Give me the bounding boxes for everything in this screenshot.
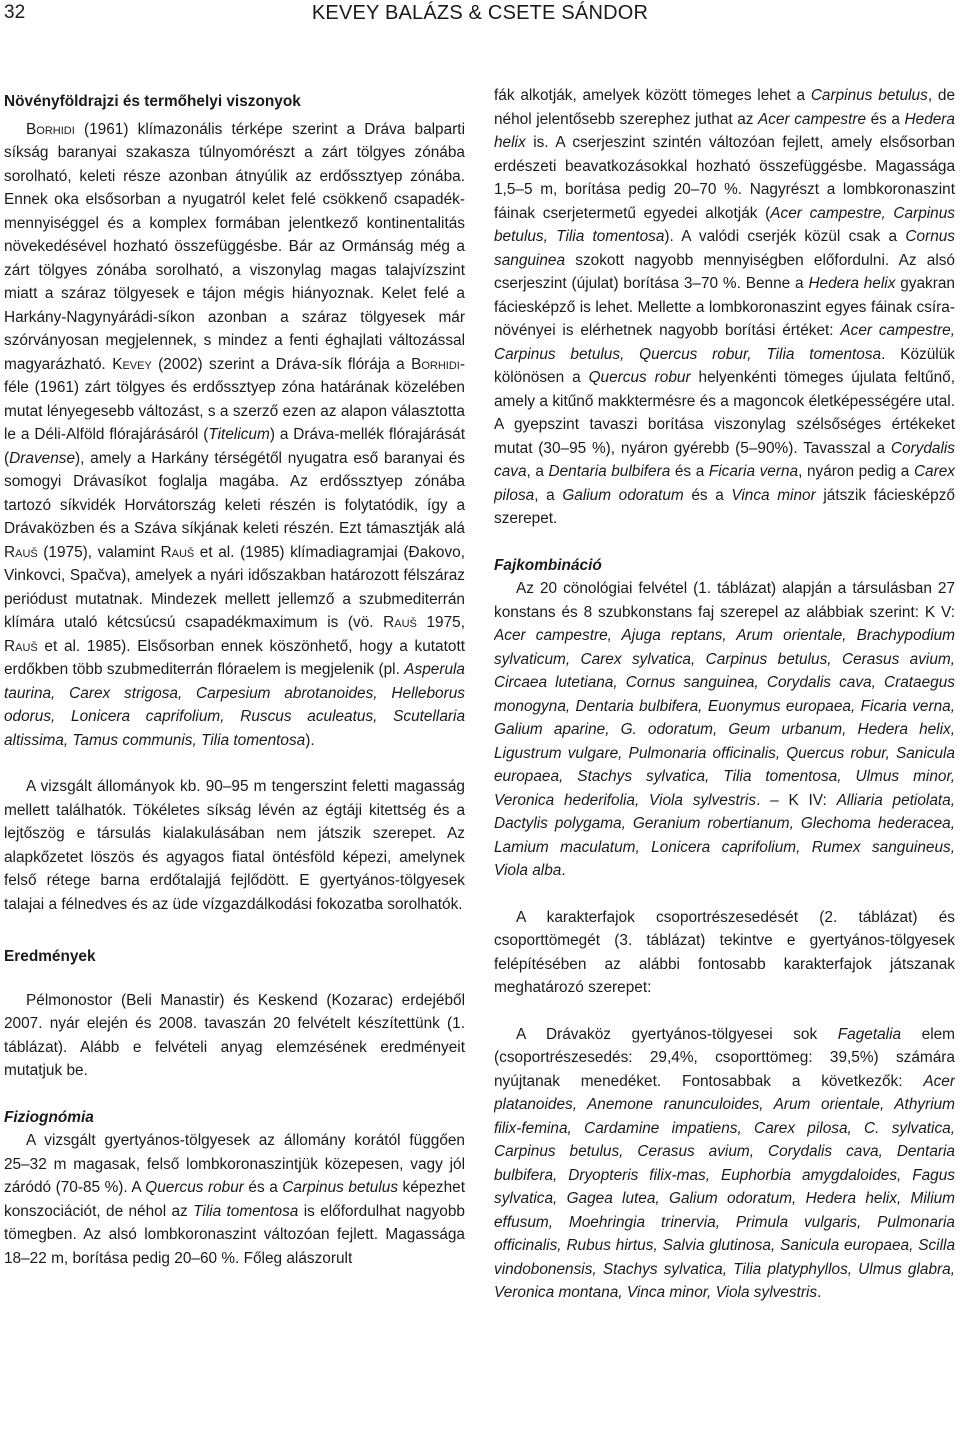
subheading-physiognomy: Fiziognómia [4,1108,94,1126]
text-run: képezhet konszociációt, de néhol az [4,1179,465,1220]
spacer [4,752,465,775]
text-run: (1961) klímazonális térképe szerint a Dráva balparti síkság baranyai szakasza túlnyomórészt a zárt tölgyes zónába sorolható, keleti része azonban átnyúlik az erdőssztyep zónába. Ennek oka elsősorban a nyugatról kelet felé csökkenő csapadék-mennyiséggel és a komplex formában jelentkező kontinentalitás növekedésével hozható összefüggésbe. Bár az Ormánság még a zárt tölgyes zónába sorolható, a viszonylag magas talajvízszint miatt a száraz tölgyesek e tájon mégis hiányoznak. Kelet felé a Harkány-Nagynyárádi-síkon azonban a száraz tölgyesek már szórványosan megjelennek, s mindez a fenti éghajlati változással magyarázható. [4,120,465,373]
italic-term: Titelicum [208,426,270,443]
italic-term: Carex pilosa [494,463,955,504]
text-run: elem (csoportrészesedés: 29,4%, csoporttömeg: 39,5%) számára nyújtanak menedéket. Fontosabbak a következők: [494,1025,955,1090]
text-run: , a [534,486,563,504]
species-list: Alliaria petiolata, Dactylis polygama, Geranium robertianum, Glechoma hederacea, Lamium maculatum, Lonicera caprifolium, Rumex sanguineus, Viola alba [494,791,955,879]
text-run: játszik fáciesképző szerepet. [494,486,955,527]
text-run: . – K IV: [756,791,837,809]
italic-term: Acer campestre, Carpinus betulus, Quercus robur, Tilia tomentosa [494,322,955,363]
italic-term: Cornus sanguinea [494,228,955,269]
text-run: és a [243,1179,283,1196]
paragraph-physiognomy-continued [494,84,955,531]
text-run: , a [526,463,549,480]
text-run: (2002) szerint a Dráva-sík flórája a [151,355,412,373]
paragraph-character-species: A karakterfajok csoportrészesedését (2. táblázat) és csoporttömegét (3. táblázat) tekintve e gyertyános-tölgyesek felépítésében az alábbi fontosabb karakterfajok játszanak meghatározó szerepet: [494,908,955,996]
text-run: ). [305,731,315,749]
text-run: (1975), valamint [37,543,161,561]
paragraph-fagetalia [494,1023,955,1305]
italic-term: Carpinus betulus [282,1179,399,1196]
italic-term: Corydalis cava [494,439,955,480]
right-column [494,84,955,1446]
paragraph-climate [4,118,465,753]
author-name: Rauš [4,543,38,561]
italic-term: Hedera helix [494,110,955,151]
italic-term: Carpinus betulus [810,87,928,104]
spacer [4,916,465,939]
text-run: A vizsgált gyertyános-tölgyesek az állomány korától függően 25–32 m magasak, felső lombkoronaszintjük közepesen, vagy jól záródó (70-85 %). A [4,1132,465,1196]
italic-term: Acer campestre [758,110,867,128]
spacer [494,1000,955,1023]
text-run: , nyáron pedig a [798,463,914,480]
text-run: is előfordulhat nagyobb tömegben. Az alsó lombkoronaszint változóan fejlett. Magassága 18–22 m, borítása pedig 20–60 %. Főleg alászorult [4,1202,465,1267]
author-name: Rauš [160,543,195,561]
italic-term: Hedera helix [808,275,896,292]
author-name: Kevey [112,355,152,373]
italic-term: Ficaria verna [708,463,799,480]
italic-term: Galium odoratum [562,486,684,504]
paragraph-species-combination [494,577,955,883]
spacer [494,883,955,906]
text-run: ), amely a Harkány térségétől nyugatra eső baranyai és somogyi Drávasíkot foglalja magába. Az erdőssztyep zónába tartozó síkvidék Horvátország keleti részén is folytatódik, így a Drávaközben és a Száva síkjának keleti részén. Ezt támasztják alá [4,449,465,537]
page-number: 32 [4,2,26,23]
text-run: -féle (1961) zárt tölgyes és erdőssztyep zóna határának közelében mutat lényegesebb változást, s a szerző ezen az alapon választotta le a Déli-Alföld flórajárásáról ( [4,355,465,443]
text-run: . [817,1284,822,1301]
species-list: Acer platanoides, Anemone ranunculoides, Arum orientale, Athyrium filix-femina, Cardamine impatiens, Carex pilosa, C. sylvatica, Carpinus betulus, Cerasus avium, Corydalis cava, Dentaria bulbifera, Dryopteris filix-mas, Euphorbia amygdaloides, Fagus sylvatica, Gagea lutea, Galium odoratum, Hedera helix, Milium effusum, Moehringia trinervia, Primula vulgaris, Pulmonaria officinalis, Rubus hirtus, Salvia glutinosa, Sanicula europaea, Scilla vindobonensis, Stachys sylvatica, Tilia platyphyllos, Ulmus glabra, Veronica montana, Vinca minor, Viola sylvestris [494,1072,955,1301]
text-run: . Közülük kölönösen a [494,345,955,386]
text-run: gyakran fáciesképző is lehet. Mellette a lombkoronaszint egyes fáinak csíranövényei is elérhetnek nagyobb borítási értéket: [494,275,955,339]
species-list: Acer campestre, Ajuga reptans, Arum orientale, Brachypodium sylvaticum, Carex sylvatica, Carpinus betulus, Cerasus avium, Circaea lutetiana, Cornus sanguinea, Corydalis cava, Crataegus monogyna, Dentaria bulbifera, Euonymus europaea, Ficaria verna, Galium aparine, G. odoratum, Geum urbanum, Hedera helix, Ligustrum vulgare, Pulmonaria officinalis, Quercus robur, Sanicula europaea, Stachys sylvatica, Tilia tomentosa, Ulmus minor, Veronica hederifolia, Viola sylvestris [494,627,955,809]
species-list: Asperula taurina, Carex strigosa, Carpesium abrotanoides, Helleborus odorus, Lonicera caprifolium, Ruscus aculeatus, Scutellaria altissima, Tamus communis, Tilia tomentosa [4,661,465,749]
text-run: , de néhol jelentősebb szerephez juthat az [494,87,955,128]
text-run: helyenkénti tömeges újulata feltűnő, amely a kitűnő makktermésre és a magoncok életképességére utal. A gyepszint tavaszi borítása viszonylag szélsőséges értékeket mutat (30–95 %), nyáron gyérebb (5–90%). Tavasszal a [494,369,955,457]
spacer [494,531,955,554]
italic-term: Dravense [9,449,76,467]
text-run: 1975, [416,614,465,631]
left-column [4,84,465,1446]
italic-term: Tilia tomentosa [193,1202,299,1220]
spacer [4,1083,465,1106]
text-run: és a [683,486,732,504]
italic-term: Vinca minor [731,486,816,504]
text-run: et al. (1985) klímadiagramjai (Đakovo, Vinkovci, Spačva), amelyek a nyári időszakban határozott félszáraz periódust mutatnak. Mindezek mellett jellemző a szubmediterrán klímára utaló kétcsúcsú csapadékmaximum is (vö. [4,543,465,631]
section-heading-phytogeography: Növényföldrajzi és termőhelyi viszonyok [4,93,301,110]
text-run: et al. 1985). Elsősorban ennek köszönhető, hogy a kutatott erdőkben több szubmediterrán flóraelem is megjelenik (pl. [4,637,465,678]
running-title: KEVEY BALÁZS & CSETE SÁNDOR [311,2,649,24]
author-name: Borhidi [411,355,460,373]
text-run: Az 20 cönológiai felvétel (1. táblázat) alapján a társulásban 27 konstans és 8 szubkonstans faj szerepel az alábbiak szerint: K V: [494,580,955,621]
paragraph-physiognomy [4,1129,465,1270]
paragraph-results: Pélmonostor (Beli Manastir) és Keskend (Kozarac) erdejéből 2007. nyár elején és 2008. tavaszán 20 felvételt készítettünk (1. táblázat). Alább e felvételi anyag elemzésének eredményeit mutatjuk be. [4,991,465,1079]
spacer [4,973,465,989]
author-name: Rauš [4,637,38,655]
text-run: fák alkotják, amelyek között tömeges lehet a [494,87,811,104]
italic-term: Fagetalia [837,1025,902,1043]
text-run: és a [670,463,709,480]
text-run: A Drávaköz gyertyános-tölgyesei sok [516,1025,838,1043]
italic-term: Acer campestre, Carpinus betulus, Tilia tomentosa [494,204,955,245]
text-run: és a [866,110,905,128]
paragraph-site: A vizsgált állományok kb. 90–95 m tengerszint feletti magasság mellett találhatók. Tökéletes síkság lévén az égtáji kitettség és a lejtőszög e társulás kialakulásában nem játszik szerepet. Az alapkőzetet löszös és agyagos fiatal öntésföld képezi, amelynek felső rétege barna erdőtalajjá fejlődött. E gyertyános-tölgyesek talajai a félnedves és az üde vízgazdálkodási fokozatba sorolhatók. [4,778,465,913]
subheading-species-combination: Fajkombináció [494,556,602,574]
text-run: szokott nagyobb mennyiségben előfordulni. Az alsó cserjeszint (újulat) borítása 3–70 %. Benne a [494,251,955,292]
italic-term: Quercus robur [145,1179,244,1196]
text-run: ) a Dráva-mellék flórajárását ( [4,426,465,467]
italic-term: Dentaria bulbifera [548,463,671,480]
section-heading-results: Eredmények [4,948,96,965]
author-name: Rauš [383,614,417,631]
author-name: Borhidi [26,120,75,138]
text-run: is. A cserjeszint szintén változóan fejlett, amely elsősorban erdészeti beavatkozásokkal hozható összefüggésbe. Magassága 1,5–5 m, borítása pedig 20–70 %. Nagyrészt a lombkoronaszint fáinak cserjetermetű egyedei alkotják ( [494,134,955,222]
text-run: . [561,862,566,879]
text-run: ). A valódi cserjék közül csak a [664,228,906,245]
italic-term: Quercus robur [588,369,691,386]
